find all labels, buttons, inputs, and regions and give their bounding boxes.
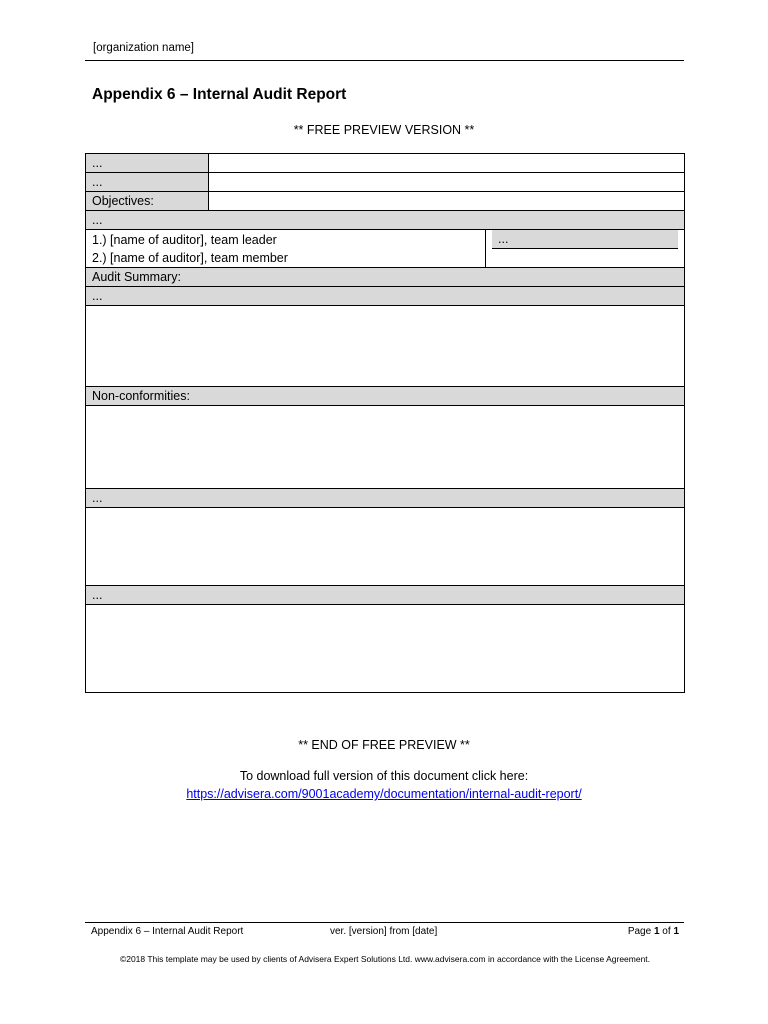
copyright-notice: ©2018 This template may be used by clients of Advisera Expert Solutions Ltd. www.advisera.com in accordance with the License Agreement. [119,954,651,964]
end-preview-label: ** END OF FREE PREVIEW ** [298,738,470,752]
form-row [86,154,685,173]
section3-text-row [86,508,685,586]
header-divider [85,60,684,61]
form-row [86,173,685,192]
page-current: 1 [653,926,660,937]
auditor-side-cell [486,230,685,268]
page-prefix: Page [627,926,654,937]
form-row [86,211,685,230]
page-of: of [659,926,674,937]
audit-summary-label: Audit Summary: [86,268,685,287]
footer-page-number [628,926,679,937]
objectives-row [86,192,685,211]
nonconformities-label: Non-conformities: [86,387,685,406]
objectives-value-cell[interactable] [209,192,685,211]
auditors-cell[interactable] [86,230,486,268]
nonconformities-text-area[interactable] [86,406,685,489]
document-title: Appendix 6 – Internal Audit Report [92,86,347,103]
auditor-side-label: ... [492,230,678,248]
summary-sub-label: ... [86,287,685,306]
footer-version: ver. [version] from [date] [330,926,438,937]
section3-text-area[interactable] [86,508,685,586]
section4-text-row [86,605,685,693]
organization-name: [organization name] [93,42,195,54]
form-label-cell: ... [86,154,209,173]
section3-header-row [86,489,685,508]
objectives-label: Objectives: [86,192,209,211]
nonconformities-header-row [86,387,685,406]
auditor-team-leader: 1.) [name of auditor], team leader [92,232,277,247]
auditor-team-member: 2.) [name of auditor], team member [92,250,288,265]
form-label-cell: ... [86,173,209,192]
section4-label: ... [86,586,685,605]
auditors-row [86,230,685,268]
summary-sub-header-row [86,287,685,306]
summary-text-row [86,306,685,387]
download-link[interactable]: https://advisera.com/9001academy/documentation/internal-audit-report/ [186,787,582,801]
section4-text-area[interactable] [86,605,685,693]
form-section-header: ... [86,211,685,230]
download-instruction: To download full version of this document click here: [239,769,529,783]
form-value-cell[interactable] [209,173,685,192]
footer-document-name: Appendix 6 – Internal Audit Report [91,926,244,937]
footer-divider [85,922,684,923]
section3-label: ... [86,489,685,508]
page-total: 1 [673,926,679,937]
form-value-cell[interactable] [209,154,685,173]
summary-text-area[interactable] [86,306,685,387]
audit-summary-header-row [86,268,685,287]
auditor-side-value[interactable] [492,248,678,267]
audit-report-form [85,153,685,693]
free-preview-label: ** FREE PREVIEW VERSION ** [293,123,475,137]
section4-header-row [86,586,685,605]
nonconformities-text-row [86,406,685,489]
